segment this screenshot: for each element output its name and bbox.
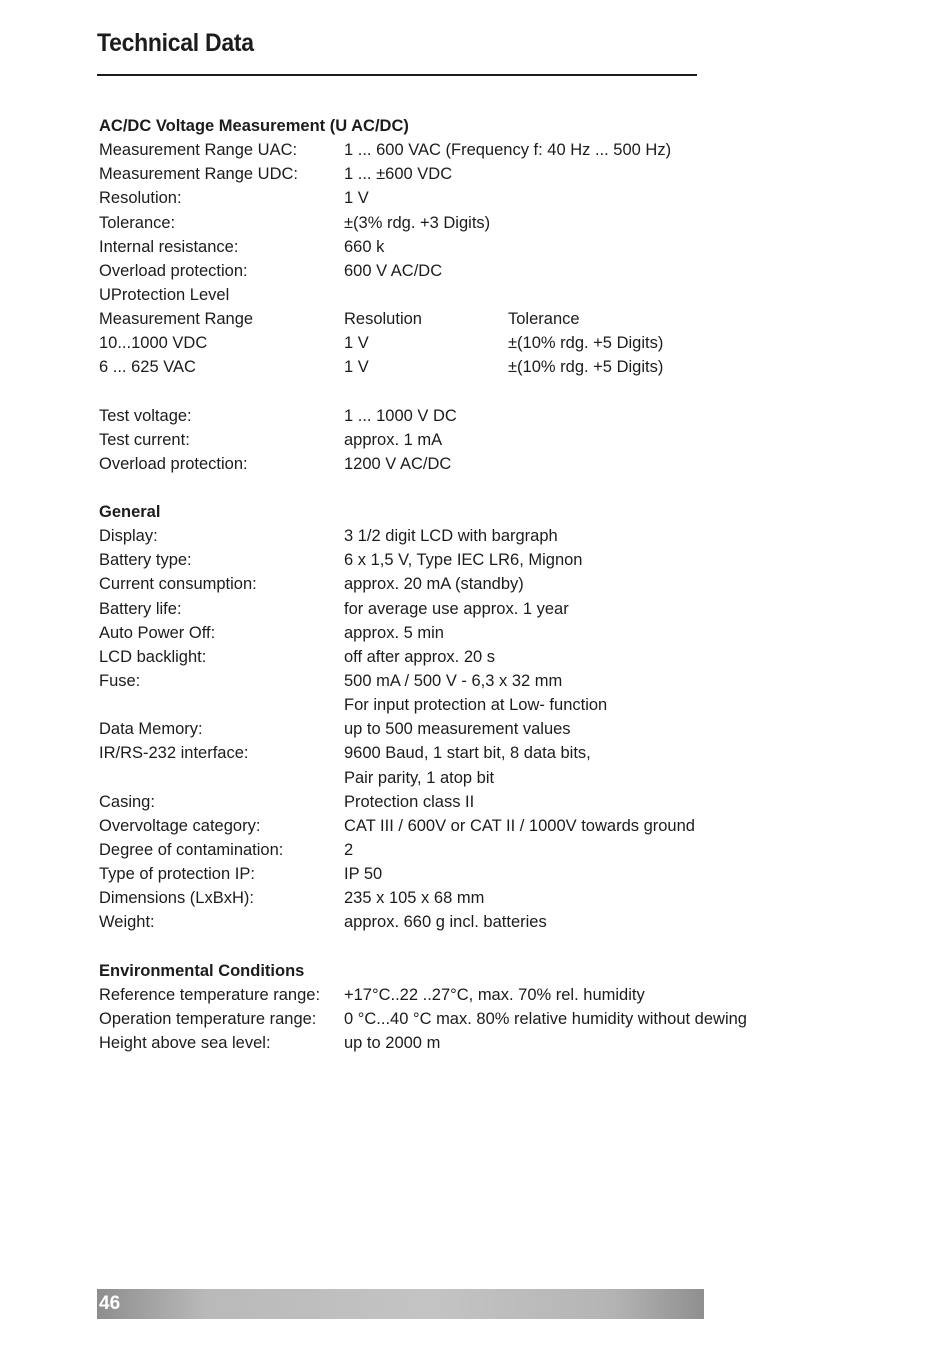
spec-row [0, 621, 950, 645]
spec-label: Overload protection: [99, 261, 248, 280]
spec-label: Internal resistance: [99, 237, 239, 256]
spec-row [0, 1007, 950, 1031]
page-footer-bar [97, 1289, 704, 1319]
spec-value: Resolution [344, 310, 422, 329]
spec-value: Pair parity, 1 atop bit [344, 768, 495, 787]
spec-row [0, 669, 950, 693]
spec-label: Height above sea level: [99, 1033, 271, 1052]
spec-row [0, 235, 950, 259]
spec-row [0, 452, 950, 476]
spec-label: Battery life: [99, 599, 182, 618]
spec-row [0, 138, 950, 162]
spec-value: +17°C..22 ..27°C, max. 70% rel. humidity [344, 985, 645, 1004]
spec-value: 0 °C...40 °C max. 80% relative humidity without dewing [344, 1009, 747, 1028]
spec-label: Degree of contamination: [99, 840, 284, 859]
spec-label: Measurement Range [99, 310, 254, 329]
spec-label: Display: [99, 527, 158, 546]
spec-label: LCD backlight: [99, 647, 207, 666]
spec-label: Test current: [99, 430, 190, 449]
spec-value: up to 2000 m [344, 1033, 441, 1052]
spec-row [0, 331, 950, 355]
spec-row [0, 283, 950, 307]
spec-row [0, 404, 950, 428]
spec-label: Overvoltage category: [99, 816, 261, 835]
spec-value: 1 ... ±600 VDC [344, 165, 453, 184]
spec-label: IR/RS-232 interface: [99, 744, 249, 763]
spec-label: Reference temperature range: [99, 985, 321, 1004]
spec-label: Tolerance: [99, 213, 176, 232]
spec-value: ±(3% rdg. +3 Digits) [344, 213, 491, 232]
spec-value: Protection class II [344, 792, 475, 811]
spec-value: 1 ... 600 VAC (Frequency f: 40 Hz ... 500 Hz) [344, 141, 672, 160]
spec-row [0, 355, 950, 379]
spec-row [0, 910, 950, 934]
spec-value: for average use approx. 1 year [344, 599, 569, 618]
spec-value: 660 k [344, 237, 385, 256]
spec-value: 9600 Baud, 1 start bit, 8 data bits, [344, 744, 591, 763]
spec-row [0, 572, 950, 596]
spec-value: approx. 20 mA (standby) [344, 575, 524, 594]
spec-label: Data Memory: [99, 720, 203, 739]
spec-value: 6 x 1,5 V, Type IEC LR6, Mignon [344, 551, 583, 570]
spec-value: IP 50 [344, 865, 383, 884]
spec-row [0, 162, 950, 186]
spec-value: approx. 5 min [344, 623, 444, 642]
spec-value: off after approx. 20 s [344, 647, 496, 666]
spec-row [0, 862, 950, 886]
spec-row [0, 645, 950, 669]
spec-value: approx. 660 g incl. batteries [344, 913, 547, 932]
spec-row [0, 259, 950, 283]
spec-row [0, 886, 950, 910]
spec-value: 2 [344, 840, 354, 859]
spec-label: Type of protection IP: [99, 865, 255, 884]
spec-row [0, 524, 950, 548]
spec-value: For input protection at Low- function [344, 696, 608, 715]
section-heading-text: AC/DC Voltage Measurement (U AC/DC) [99, 117, 409, 135]
spec-label: Overload protection: [99, 454, 248, 473]
section-heading-text: Environmental Conditions [99, 961, 305, 980]
section-heading [0, 114, 950, 138]
spec-label: 10...1000 VDC [99, 334, 208, 353]
spec-value: 500 mA / 500 V - 6,3 x 32 mm [344, 671, 563, 690]
spec-row [0, 186, 950, 210]
spec-row [0, 548, 950, 572]
spec-label: Battery type: [99, 551, 192, 570]
section-heading [0, 500, 950, 524]
spec-value: up to 500 measurement values [344, 720, 571, 739]
section-heading-text: General [99, 503, 161, 522]
spec-value: approx. 1 mA [344, 430, 443, 449]
spec-value: 1 ... 1000 V DC [344, 406, 457, 425]
spec-label: Resolution: [99, 189, 182, 208]
spec-label: Measurement Range UAC: [99, 141, 298, 160]
spec-label: UProtection Level [99, 285, 230, 304]
spec-value: 1 V [344, 358, 369, 377]
spec-row [0, 790, 950, 814]
spec-label: Casing: [99, 792, 155, 811]
spec-row [0, 983, 950, 1007]
section-heading [0, 959, 950, 983]
spec-value: 1200 V AC/DC [344, 454, 452, 473]
spec-value-secondary: ±(10% rdg. +5 Digits) [508, 358, 664, 377]
spec-label: Operation temperature range: [99, 1009, 317, 1028]
spec-row [0, 766, 950, 790]
spec-row [0, 838, 950, 862]
spec-label: Fuse: [99, 671, 141, 690]
spec-value: 3 1/2 digit LCD with bargraph [344, 527, 558, 546]
spec-row [0, 1031, 950, 1055]
spec-label: Dimensions (LxBxH): [99, 889, 254, 908]
spec-row [0, 693, 950, 717]
spec-value: 600 V AC/DC [344, 261, 443, 280]
page-number: 46 [99, 1293, 121, 1314]
spec-value-secondary: ±(10% rdg. +5 Digits) [508, 334, 664, 353]
spec-row [0, 741, 950, 765]
spec-value: 235 x 105 x 68 mm [344, 889, 485, 908]
page-title: Technical Data [97, 29, 254, 57]
spec-value: CAT III / 600V or CAT II / 1000V towards ground [344, 816, 695, 835]
spec-label: Test voltage: [99, 406, 192, 425]
spec-value: 1 V [344, 189, 369, 208]
spec-label: Auto Power Off: [99, 623, 216, 642]
spec-row [0, 814, 950, 838]
spec-row [0, 428, 950, 452]
spec-value: 1 V [344, 334, 369, 353]
spec-row [0, 307, 950, 331]
spec-label: Weight: [99, 913, 155, 932]
spec-row [0, 597, 950, 621]
spec-row [0, 211, 950, 235]
spec-value-secondary: Tolerance [508, 310, 580, 329]
spec-label: 6 ... 625 VAC [99, 358, 196, 377]
spec-label: Current consumption: [99, 575, 257, 594]
spec-label: Measurement Range UDC: [99, 165, 298, 184]
spec-row [0, 717, 950, 741]
